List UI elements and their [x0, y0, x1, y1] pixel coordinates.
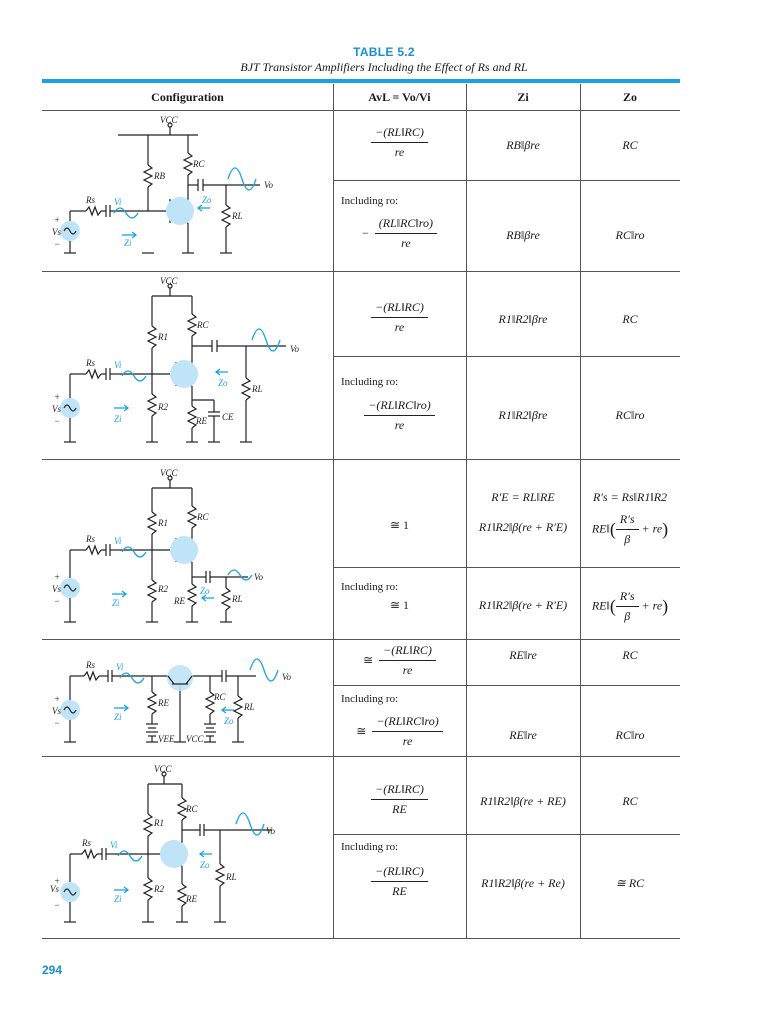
- svg-text:VCC: VCC: [154, 764, 172, 774]
- svg-text:Zo: Zo: [218, 378, 228, 388]
- svg-text:−: −: [54, 718, 61, 728]
- table-subtitle: BJT Transistor Amplifiers Including the Effect of Rs and RL: [240, 60, 528, 74]
- row4-gain: ≅ $\frac{-(RL‖RC)}{re}$: [333, 643, 466, 678]
- svg-text:Vs: Vs: [52, 227, 61, 237]
- svg-text:Vi: Vi: [114, 197, 122, 207]
- row4-zi: RE‖re: [509, 648, 537, 662]
- svg-text:Vs: Vs: [52, 404, 61, 414]
- row-divider: [333, 685, 680, 686]
- row3-zi-with-ro: R1‖R2‖β(re + R′E): [478, 598, 568, 612]
- svg-text:Zo: Zo: [200, 860, 210, 870]
- svg-text:R2: R2: [158, 402, 168, 412]
- svg-text:Vo: Vo: [266, 826, 275, 836]
- row-divider: [333, 180, 680, 181]
- row2-gain-with-ro: $\frac{-(RL‖RC‖ro)}{re}$: [333, 398, 466, 433]
- row2-zi: R1‖R2‖βre: [498, 312, 548, 326]
- table-rule: [42, 756, 680, 757]
- svg-text:R1: R1: [154, 818, 164, 828]
- header-configuration: Configuration: [151, 90, 224, 104]
- svg-text:VCC: VCC: [160, 468, 178, 478]
- circuit-emitter-bias-unbypassed: [40, 758, 330, 936]
- svg-text:+: +: [54, 876, 61, 886]
- svg-text:RE: RE: [158, 698, 169, 708]
- svg-text:Zo: Zo: [224, 716, 234, 726]
- column-divider: [466, 84, 467, 938]
- svg-text:RC: RC: [193, 159, 205, 169]
- svg-text:Rs: Rs: [86, 534, 95, 544]
- row4-zo: RC: [622, 648, 638, 662]
- table-rule: [42, 938, 680, 939]
- svg-text:−: −: [54, 239, 61, 249]
- row1-gain: $\frac{-(RL‖RC)}{re}$: [333, 125, 466, 160]
- row2-gain: $\frac{-(RL‖RC)}{re}$: [333, 300, 466, 335]
- svg-text:−: −: [54, 596, 61, 606]
- svg-text:Rs: Rs: [82, 838, 91, 848]
- row3-zo: RE‖( $\frac{R's}{\beta}$ + re): [591, 512, 669, 546]
- row1-zo-with-ro: RC‖ro: [615, 228, 645, 242]
- svg-text:Rs: Rs: [86, 358, 95, 368]
- svg-text:Vs: Vs: [52, 584, 61, 594]
- svg-text:RL: RL: [232, 211, 243, 221]
- circuit-emitter-follower: [50, 462, 330, 636]
- header-rule: [42, 79, 680, 83]
- header-voltage-gain: AvL = Vo/Vi: [368, 90, 431, 104]
- svg-text:−: −: [54, 900, 61, 910]
- svg-text:−: −: [54, 416, 61, 426]
- row1-zi-with-ro: RB‖βre: [506, 228, 540, 242]
- row-divider: [333, 567, 680, 568]
- row3-re-prime: R′E = RL‖RE: [491, 490, 555, 504]
- row3-gain: ≅ 1: [389, 518, 410, 532]
- row2-zi-with-ro: R1‖R2‖βre: [498, 408, 548, 422]
- svg-text:RB: RB: [154, 171, 165, 181]
- row5-including-ro-label: Including ro:: [341, 841, 399, 853]
- svg-text:RE: RE: [186, 894, 197, 904]
- table-rule: [42, 639, 680, 640]
- header-output-impedance: Zo: [622, 90, 637, 104]
- row4-zo-with-ro: RC‖ro: [615, 728, 645, 742]
- svg-text:+: +: [54, 392, 61, 402]
- row1-zo: RC: [622, 138, 638, 152]
- svg-text:Vi: Vi: [116, 662, 124, 672]
- row1-zi: RB‖βre: [506, 138, 540, 152]
- svg-text:RL: RL: [226, 872, 237, 882]
- svg-text:R2: R2: [154, 884, 164, 894]
- svg-text:RL: RL: [244, 702, 255, 712]
- column-divider: [580, 84, 581, 938]
- svg-text:VCC: VCC: [186, 734, 204, 744]
- svg-text:Vo: Vo: [290, 344, 299, 354]
- svg-text:VEE: VEE: [158, 734, 175, 744]
- table-rule: [42, 271, 680, 272]
- svg-text:Vs: Vs: [50, 884, 59, 894]
- svg-text:Vo: Vo: [254, 572, 263, 582]
- svg-text:Rs: Rs: [86, 195, 95, 205]
- svg-text:VCC: VCC: [160, 276, 178, 286]
- row4-gain-with-ro: ≅ $\frac{-(RL‖RC‖ro)}{re}$: [333, 714, 466, 749]
- row3-zi: R1‖R2‖β(re + R′E): [478, 520, 568, 534]
- row5-zi-with-ro: R1‖R2‖β(re + Re): [481, 876, 565, 890]
- svg-text:Vo: Vo: [264, 180, 273, 190]
- svg-text:Zi: Zi: [112, 598, 120, 608]
- svg-text:+: +: [54, 694, 61, 704]
- svg-text:R1: R1: [158, 332, 168, 342]
- svg-text:Vi: Vi: [110, 840, 118, 850]
- svg-text:RL: RL: [232, 594, 243, 604]
- svg-text:RC: RC: [186, 804, 198, 814]
- svg-text:+: +: [54, 572, 61, 582]
- svg-text:RC: RC: [214, 692, 226, 702]
- svg-text:RE: RE: [174, 596, 185, 606]
- row3-rs-prime: R′s = Rs‖R1‖R2: [592, 490, 668, 504]
- page-number: 294: [42, 963, 63, 977]
- row-divider: [333, 356, 680, 357]
- row3-gain-with-ro: ≅ 1: [389, 598, 410, 612]
- svg-text:VCC: VCC: [160, 115, 178, 125]
- svg-text:Zi: Zi: [114, 414, 122, 424]
- table-rule: [42, 459, 680, 460]
- row3-including-ro-label: Including ro:: [341, 581, 399, 593]
- svg-text:Vs: Vs: [52, 706, 61, 716]
- svg-text:Rs: Rs: [86, 660, 95, 670]
- svg-text:Zo: Zo: [200, 586, 210, 596]
- svg-text:Zo: Zo: [202, 195, 212, 205]
- svg-text:R2: R2: [158, 584, 168, 594]
- row2-zo: RC: [622, 312, 638, 326]
- table-rule: [42, 110, 680, 111]
- row4-zi-with-ro: RE‖re: [509, 728, 537, 742]
- row1-gain-with-ro: − $\frac{(RL‖RC‖ro)}{re}$: [333, 216, 466, 251]
- row2-zo-with-ro: RC‖ro: [615, 408, 645, 422]
- svg-text:Vo: Vo: [282, 672, 291, 682]
- svg-text:Zi: Zi: [114, 712, 122, 722]
- circuit-common-emitter-fixed-bias: [50, 113, 330, 268]
- circuit-voltage-divider-bias: [50, 274, 330, 456]
- row1-including-ro-label: Including ro:: [341, 195, 399, 207]
- svg-text:RL: RL: [252, 384, 263, 394]
- svg-text:+: +: [54, 215, 61, 225]
- svg-text:RC: RC: [197, 320, 209, 330]
- row4-including-ro-label: Including ro:: [341, 693, 399, 705]
- svg-text:RC: RC: [197, 512, 209, 522]
- row5-gain-with-ro: $\frac{-(RL‖RC)}{RE}$: [333, 864, 466, 899]
- circuit-common-base: [50, 642, 330, 754]
- svg-text:CE: CE: [222, 412, 234, 422]
- svg-text:RE: RE: [196, 416, 207, 426]
- row5-zo-with-ro: ≅ RC: [615, 876, 645, 890]
- svg-text:Vi: Vi: [114, 360, 122, 370]
- svg-text:Zi: Zi: [114, 894, 122, 904]
- row3-zo-with-ro: RE‖( $\frac{R's}{\beta}$ + re): [591, 589, 669, 623]
- table-title: TABLE 5.2: [353, 45, 415, 59]
- row-divider: [333, 834, 680, 835]
- row2-including-ro-label: Including ro:: [341, 376, 399, 388]
- row5-zo: RC: [622, 794, 638, 808]
- row5-zi: R1‖R2‖β(re + RE): [480, 794, 566, 808]
- svg-text:Vi: Vi: [114, 536, 122, 546]
- header-input-impedance: Zi: [517, 90, 529, 104]
- svg-text:R1: R1: [158, 518, 168, 528]
- row5-gain: $\frac{-(RL‖RC)}{RE}$: [333, 782, 466, 817]
- svg-text:Zi: Zi: [124, 238, 132, 248]
